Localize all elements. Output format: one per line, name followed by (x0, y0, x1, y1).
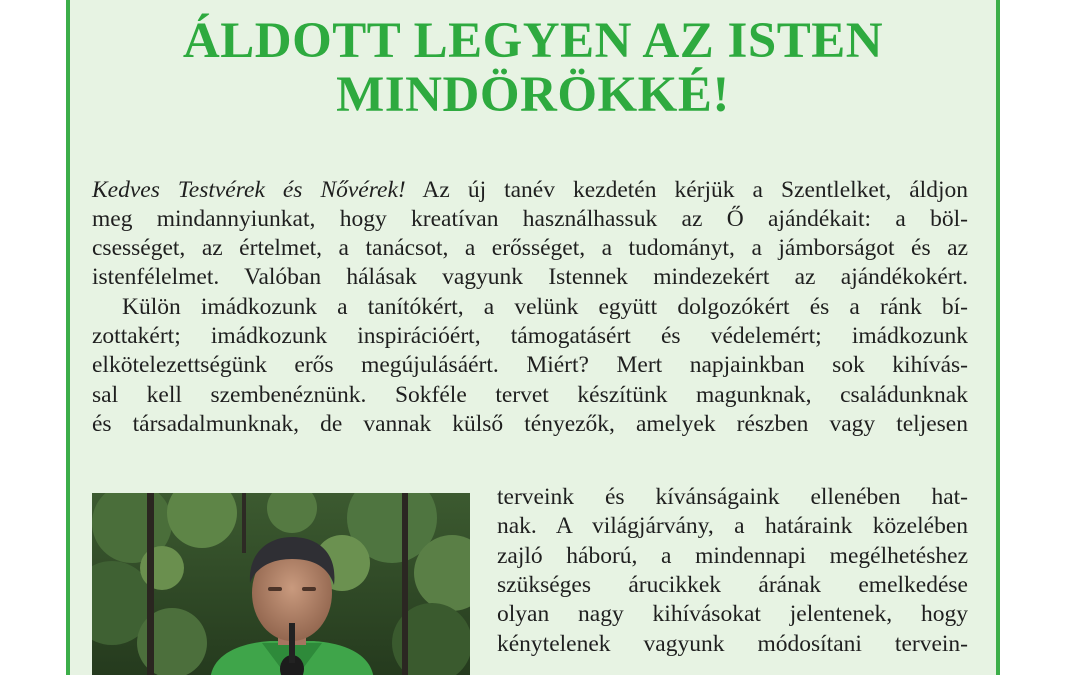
article-line-10: terveink és kívánságaink ellenében hat- (497, 484, 968, 510)
article-line-14: olyan nagy kihívásokat jelentenek, hogy (497, 601, 968, 627)
article-line-11: nak. A világjárvány, a határaink közelében (497, 513, 968, 539)
article-line-13: szükséges árucikkek árának emelkedése (497, 572, 968, 598)
article-greeting: Kedves Testvérek és Nővérek! (92, 177, 406, 203)
article-line-2: meg mindannyiunkat, hogy kreatívan használhassuk az Ő ajándékait: a böl- (92, 206, 968, 232)
article-line-8: sal kell szembenéznünk. Sokféle tervet készítünk magunknak, családunknak (92, 382, 968, 408)
title-line-2: MINDÖRÖKKÉ! (336, 67, 730, 123)
article-line-1 (92, 176, 968, 205)
article-line-3: csességet, az értelmet, a tanácsot, a erősséget, a tudományt, a jámborságot és az (92, 235, 968, 261)
article-line-6: zottakért; imádkozunk inspirációért, támogatásért és védelemért; imádkozunk (92, 323, 968, 349)
article-line-12: zajló háború, a mindennapi megélhetéshez (497, 543, 968, 569)
article-line-9: és társadalmunknak, de vannak külső tényezők, amelyek részben vagy teljesen (92, 411, 968, 437)
article-line-7: elkötelezettségünk erős megújulásáért. Miért? Mert napjainkban sok kihívás- (92, 352, 968, 378)
article-line-4: istenfélelmet. Valóban hálásak vagyunk Istennek mindezekért az ajándékokért. (92, 264, 968, 290)
priest-photo (92, 493, 470, 675)
article-line-15: kénytelenek vagyunk módosítani tervein- (497, 631, 968, 657)
article-line-5: Külön imádkozunk a tanítókért, a velünk együtt dolgozókért és a ránk bí- (122, 294, 968, 320)
page-title (70, 14, 996, 122)
article-line-1-text: Az új tanév kezdetén kérjük a Szentlelket, áldjon (405, 177, 968, 203)
title-line-1: ÁLDOTT LEGYEN AZ ISTEN (182, 13, 884, 69)
priest-photo-illustration (92, 493, 470, 675)
